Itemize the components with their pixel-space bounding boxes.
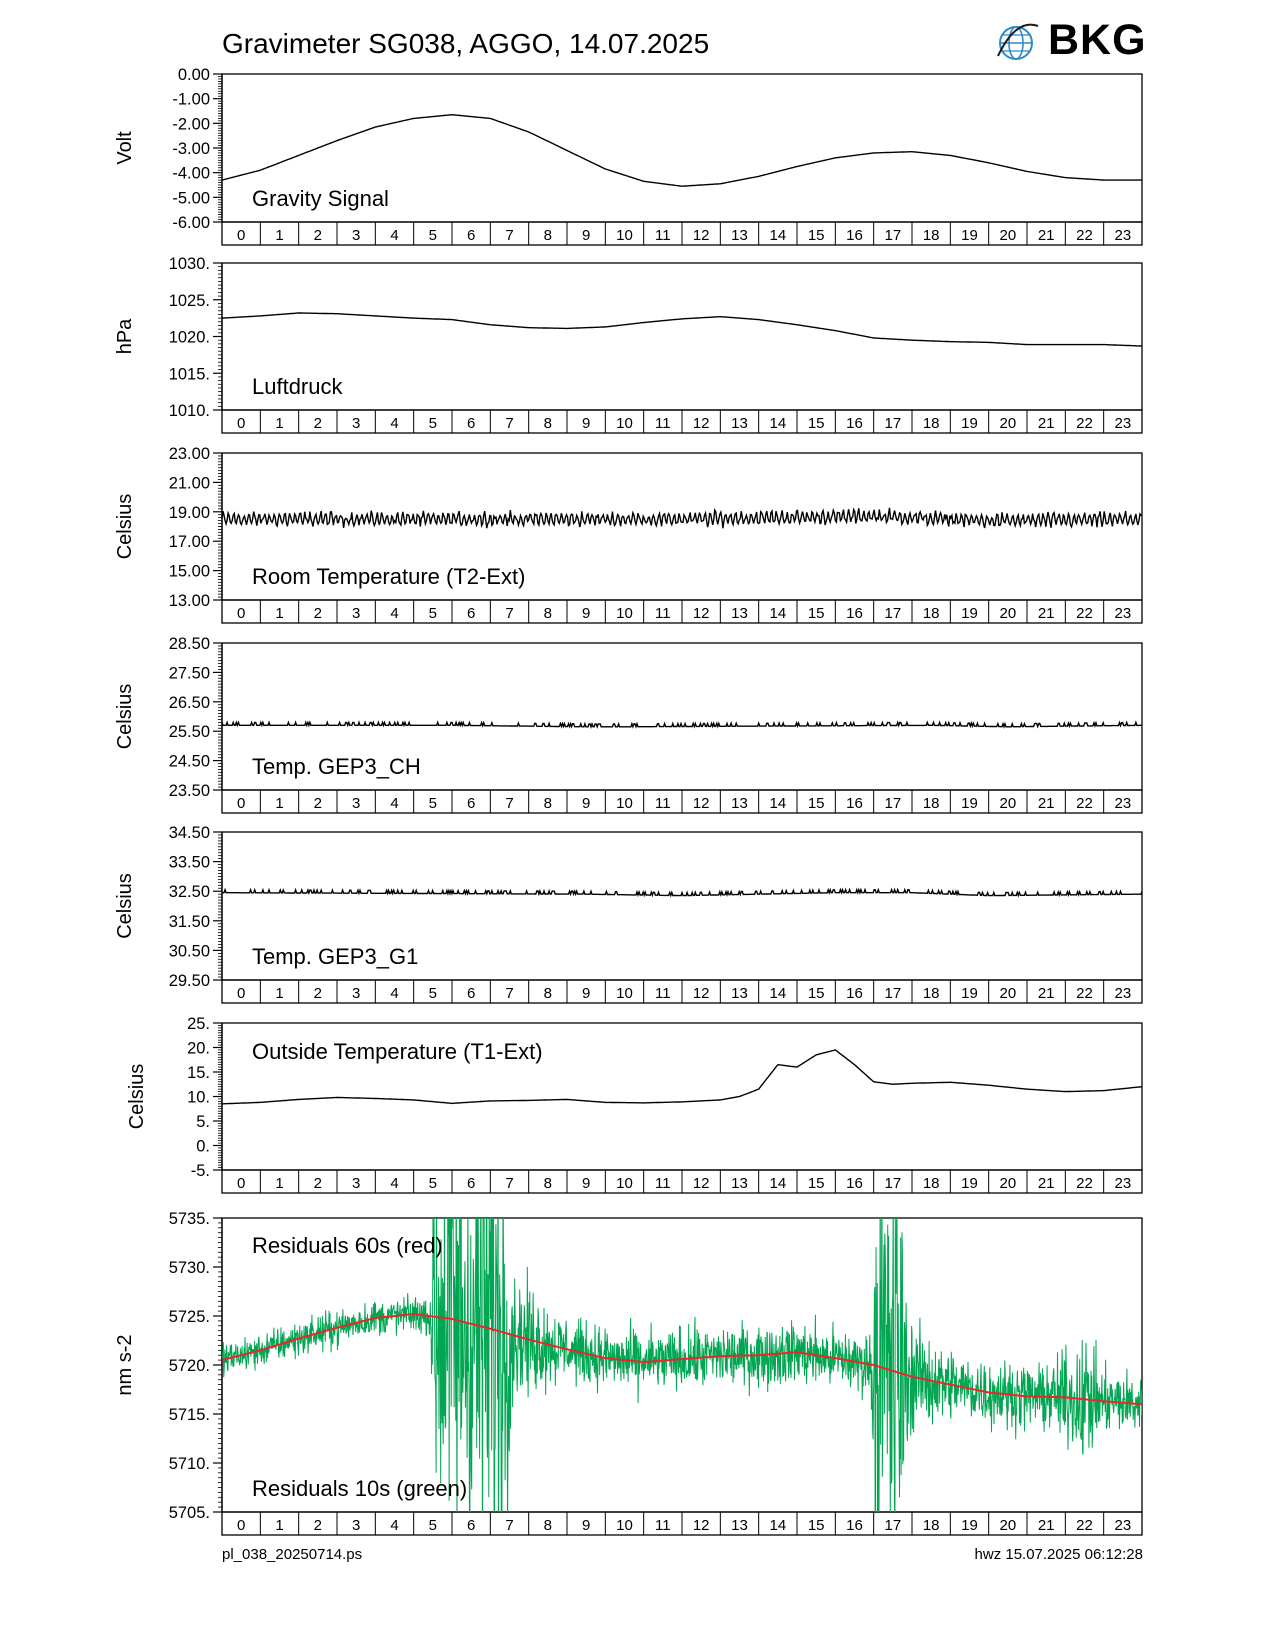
chart-panel-6 xyxy=(126,1015,1142,1193)
hour-tick-label: 19 xyxy=(961,605,978,622)
hour-tick-label: 15 xyxy=(807,227,825,244)
y-tick-label: 25.50 xyxy=(168,723,210,742)
hour-tick-label: 23 xyxy=(1114,605,1132,622)
hour-tick-label: 1 xyxy=(275,795,284,812)
y-tick-label: 30.50 xyxy=(168,942,210,961)
hour-tick-label: 5 xyxy=(428,1517,438,1534)
y-tick-label: 33.50 xyxy=(168,853,210,872)
hour-tick-label: 10 xyxy=(616,985,633,1002)
hour-tick-label: 11 xyxy=(655,795,671,812)
y-tick-label: 1020. xyxy=(168,328,210,347)
hour-tick-label: 23 xyxy=(1114,985,1132,1002)
series-group xyxy=(222,313,1142,346)
hour-tick-label: 4 xyxy=(390,985,399,1002)
series-line xyxy=(222,115,1142,187)
y-tick-label: 19.00 xyxy=(168,503,210,522)
hour-tick-label: 15 xyxy=(807,605,825,622)
hour-tick-label: 10 xyxy=(616,1517,633,1534)
hour-tick-label: 11 xyxy=(655,227,671,244)
hour-tick-label: 11 xyxy=(655,1175,671,1192)
panel-label: Outside Temperature (T1-Ext) xyxy=(252,1039,543,1064)
hour-tick-label: 4 xyxy=(390,605,399,622)
y-axis-label: Celsius xyxy=(114,683,136,750)
hour-tick-label: 21 xyxy=(1037,795,1055,812)
hour-tick-label: 5 xyxy=(428,605,438,622)
hour-tick-label: 9 xyxy=(581,1517,591,1534)
hour-tick-label: 21 xyxy=(1037,985,1055,1002)
hour-tick-label: 12 xyxy=(692,795,710,812)
hour-tick-label: 20 xyxy=(999,1517,1017,1534)
hour-tick-label: 15 xyxy=(807,985,825,1002)
series-line-residuals-10s xyxy=(222,1015,1142,1540)
hour-tick-label: 14 xyxy=(769,1175,787,1192)
y-tick-label: 1025. xyxy=(168,291,210,310)
series-group xyxy=(222,508,1142,529)
hour-tick-label: 17 xyxy=(884,985,902,1002)
y-tick-label: 1015. xyxy=(168,365,210,384)
hour-tick-label: 7 xyxy=(505,985,514,1002)
hour-tick-label: 15 xyxy=(807,795,825,812)
panel-label: Room Temperature (T2-Ext) xyxy=(252,564,526,589)
hour-tick-label: 15 xyxy=(807,1175,825,1192)
hour-tick-label: 20 xyxy=(999,795,1017,812)
hour-tick-label: 9 xyxy=(581,415,591,432)
y-tick-label: 5. xyxy=(196,1113,210,1131)
y-tick-label: 15.00 xyxy=(168,562,210,581)
hour-tick-label: 10 xyxy=(616,1175,633,1192)
hour-tick-label: 16 xyxy=(846,985,863,1002)
hour-tick-label: 4 xyxy=(390,227,399,244)
hour-tick-label: 8 xyxy=(543,605,553,622)
hour-tick-label: 14 xyxy=(769,415,787,432)
hour-tick-label: 9 xyxy=(581,795,591,812)
hour-tick-label: 6 xyxy=(466,1175,476,1192)
hour-tick-label: 4 xyxy=(390,415,399,432)
hour-tick-label: 2 xyxy=(313,227,323,244)
hour-tick-label: 16 xyxy=(846,1517,863,1534)
chart-panel-5 xyxy=(114,824,1142,1003)
hour-tick-label: 8 xyxy=(543,985,553,1002)
hour-tick-label: 23 xyxy=(1114,1175,1132,1192)
hour-tick-label: 17 xyxy=(884,605,902,622)
hour-tick-label: 22 xyxy=(1076,1517,1093,1534)
hour-tick-label: 10 xyxy=(616,605,633,622)
hour-tick-label: 14 xyxy=(769,227,787,244)
hour-tick-label: 21 xyxy=(1037,1517,1055,1534)
hour-tick-label: 19 xyxy=(961,1175,978,1192)
hour-tick-label: 16 xyxy=(846,1175,863,1192)
y-tick-label: 5735. xyxy=(168,1210,210,1228)
hour-tick-label: 14 xyxy=(769,985,787,1002)
hour-tick-label: 12 xyxy=(692,1175,710,1192)
chart-panel-4 xyxy=(114,635,1142,813)
hour-tick-label: 20 xyxy=(999,1175,1017,1192)
hour-tick-label: 19 xyxy=(961,985,978,1002)
hour-tick-label: 7 xyxy=(505,795,514,812)
hour-tick-label: 17 xyxy=(884,1175,902,1192)
hour-tick-label: 12 xyxy=(692,985,710,1002)
panel-label-secondary: Residuals 10s (green) xyxy=(252,1476,468,1501)
y-tick-label: 23.00 xyxy=(168,445,210,463)
hour-tick-label: 18 xyxy=(922,605,940,622)
hour-tick-label: 0 xyxy=(236,605,246,622)
y-tick-label: 15. xyxy=(187,1064,210,1082)
hour-tick-label: 1 xyxy=(275,227,284,244)
hour-tick-label: 7 xyxy=(505,415,514,432)
hour-tick-label: 11 xyxy=(655,605,671,622)
hour-tick-label: 10 xyxy=(616,415,633,432)
hour-tick-label: 1 xyxy=(275,1517,284,1534)
hour-tick-label: 12 xyxy=(692,415,710,432)
hour-tick-label: 16 xyxy=(846,415,863,432)
y-tick-label: 10. xyxy=(187,1088,210,1107)
hour-tick-label: 17 xyxy=(884,795,902,812)
hour-tick-label: 6 xyxy=(466,227,476,244)
hour-tick-label: 7 xyxy=(505,605,514,622)
hour-tick-label: 8 xyxy=(543,795,553,812)
hour-tick-label: 0 xyxy=(236,1517,246,1534)
hour-tick-label: 20 xyxy=(999,605,1017,622)
hour-tick-label: 19 xyxy=(961,795,978,812)
hour-tick-label: 21 xyxy=(1037,605,1055,622)
hour-tick-label: 4 xyxy=(390,1517,399,1534)
y-tick-label: 5725. xyxy=(168,1308,210,1326)
y-tick-label: 0. xyxy=(196,1137,210,1156)
y-axis-label: Celsius xyxy=(126,1063,148,1130)
series-group xyxy=(222,115,1142,187)
y-tick-label: 32.50 xyxy=(168,883,210,902)
y-tick-label: -6.00 xyxy=(172,214,210,232)
hour-tick-label: 13 xyxy=(731,415,748,432)
hour-tick-label: 10 xyxy=(616,795,633,812)
hour-tick-label: 6 xyxy=(466,1517,476,1534)
hour-tick-label: 21 xyxy=(1037,1175,1055,1192)
hour-tick-label: 6 xyxy=(466,415,476,432)
hour-tick-label: 2 xyxy=(313,985,323,1002)
hour-tick-label: 22 xyxy=(1076,795,1093,812)
hour-tick-label: 17 xyxy=(884,227,902,244)
page-title: Gravimeter SG038, AGGO, 14.07.2025 xyxy=(222,28,710,59)
y-tick-label: -4.00 xyxy=(172,164,210,183)
plot-frame xyxy=(222,263,1142,410)
hour-tick-label: 5 xyxy=(428,1175,438,1192)
hour-tick-label: 16 xyxy=(846,795,863,812)
hour-tick-label: 19 xyxy=(961,227,978,244)
series-line xyxy=(222,890,1142,896)
chart-panel-3 xyxy=(114,445,1142,623)
hour-tick-label: 11 xyxy=(655,415,671,432)
hour-tick-label: 3 xyxy=(351,1175,361,1192)
footer-filename: pl_038_20250714.ps xyxy=(222,1546,363,1563)
hour-tick-label: 3 xyxy=(351,985,361,1002)
hour-tick-label: 5 xyxy=(428,795,438,812)
hour-tick-label: 18 xyxy=(922,415,940,432)
y-tick-label: 17.00 xyxy=(168,533,210,552)
hour-tick-label: 5 xyxy=(428,415,438,432)
y-axis-label: Volt xyxy=(114,131,136,165)
hour-tick-label: 18 xyxy=(922,1517,940,1534)
hour-tick-label: 9 xyxy=(581,1175,591,1192)
chart-panel-7 xyxy=(114,1015,1142,1540)
hour-tick-label: 14 xyxy=(769,795,787,812)
hour-tick-label: 0 xyxy=(236,1175,246,1192)
hour-tick-label: 14 xyxy=(769,1517,787,1534)
hour-tick-label: 7 xyxy=(505,1517,514,1534)
hour-tick-label: 1 xyxy=(275,985,284,1002)
hour-tick-label: 3 xyxy=(351,1517,361,1534)
hour-tick-label: 21 xyxy=(1037,227,1055,244)
hour-tick-label: 2 xyxy=(313,1517,323,1534)
hour-tick-label: 5 xyxy=(428,227,438,244)
footer-timestamp: hwz 15.07.2025 06:12:28 xyxy=(974,1546,1143,1563)
hour-tick-label: 20 xyxy=(999,227,1017,244)
hour-tick-label: 2 xyxy=(313,1175,323,1192)
hour-tick-label: 12 xyxy=(692,1517,710,1534)
y-tick-label: 13.00 xyxy=(168,592,210,610)
hour-tick-label: 13 xyxy=(731,1175,748,1192)
series-line xyxy=(222,508,1142,529)
y-tick-label: 1030. xyxy=(168,255,210,273)
hour-tick-label: 7 xyxy=(505,227,514,244)
hour-tick-label: 18 xyxy=(922,227,940,244)
panel-label: Temp. GEP3_G1 xyxy=(252,944,419,969)
series-group xyxy=(222,722,1142,726)
hour-tick-label: 0 xyxy=(236,795,246,812)
hour-tick-label: 8 xyxy=(543,1517,553,1534)
hour-tick-label: 17 xyxy=(884,415,902,432)
y-tick-label: -5.00 xyxy=(172,189,210,208)
hour-tick-label: 15 xyxy=(807,415,825,432)
hour-tick-label: 8 xyxy=(543,227,553,244)
hour-tick-label: 6 xyxy=(466,795,476,812)
hour-tick-label: 8 xyxy=(543,415,553,432)
hour-tick-label: 21 xyxy=(1037,415,1055,432)
hour-tick-label: 2 xyxy=(313,605,323,622)
y-tick-label: 31.50 xyxy=(168,912,210,931)
hour-tick-label: 3 xyxy=(351,605,361,622)
hour-tick-label: 20 xyxy=(999,415,1017,432)
y-tick-label: 27.50 xyxy=(168,664,210,683)
hour-tick-label: 13 xyxy=(731,605,748,622)
y-tick-label: 34.50 xyxy=(168,824,210,842)
hour-tick-label: 12 xyxy=(692,605,710,622)
y-tick-label: 21.00 xyxy=(168,474,210,493)
hour-tick-label: 18 xyxy=(922,1175,940,1192)
hour-tick-label: 9 xyxy=(581,605,591,622)
hour-tick-label: 20 xyxy=(999,985,1017,1002)
y-tick-label: 20. xyxy=(187,1039,210,1058)
hour-tick-label: 19 xyxy=(961,415,978,432)
hour-tick-label: 22 xyxy=(1076,1175,1093,1192)
hour-tick-label: 13 xyxy=(731,1517,748,1534)
y-tick-label: 5730. xyxy=(168,1259,210,1277)
panel-label: Luftdruck xyxy=(252,374,343,399)
hour-tick-label: 17 xyxy=(884,1517,902,1534)
hour-tick-label: 4 xyxy=(390,795,399,812)
hour-tick-label: 22 xyxy=(1076,985,1093,1002)
hour-tick-label: 1 xyxy=(275,1175,284,1192)
hour-tick-label: 23 xyxy=(1114,795,1132,812)
hour-tick-label: 9 xyxy=(581,227,591,244)
hour-tick-label: 6 xyxy=(466,605,476,622)
hour-tick-label: 18 xyxy=(922,795,940,812)
hour-tick-label: 14 xyxy=(769,605,787,622)
hour-tick-label: 23 xyxy=(1114,415,1132,432)
y-tick-label: 5720. xyxy=(168,1357,210,1375)
y-axis-label: Celsius xyxy=(114,493,136,560)
chart-panel-1 xyxy=(114,66,1142,245)
logo-text: BKG xyxy=(1048,16,1147,64)
hour-tick-label: 10 xyxy=(616,227,633,244)
hour-tick-label: 1 xyxy=(275,605,284,622)
hour-tick-label: 18 xyxy=(922,985,940,1002)
y-axis-label: hPa xyxy=(114,318,136,355)
hour-tick-label: 19 xyxy=(961,1517,978,1534)
hour-tick-label: 23 xyxy=(1114,1517,1132,1534)
y-tick-label: 23.50 xyxy=(168,782,210,800)
hour-tick-label: 22 xyxy=(1076,415,1093,432)
y-tick-label: -3.00 xyxy=(172,140,210,158)
hour-tick-label: 16 xyxy=(846,605,863,622)
panel-label: Gravity Signal xyxy=(252,186,389,211)
hour-tick-label: 2 xyxy=(313,415,323,432)
hour-tick-label: 15 xyxy=(807,1517,825,1534)
hour-tick-label: 0 xyxy=(236,227,246,244)
y-tick-label: 0.00 xyxy=(177,66,210,84)
hour-tick-label: 7 xyxy=(505,1175,514,1192)
hour-tick-label: 13 xyxy=(731,795,748,812)
y-axis-label: Celsius xyxy=(114,873,136,939)
hour-tick-label: 3 xyxy=(351,415,361,432)
hour-tick-label: 0 xyxy=(236,415,246,432)
hour-tick-label: 23 xyxy=(1114,227,1132,244)
series-group xyxy=(222,890,1142,896)
hour-tick-label: 2 xyxy=(313,795,323,812)
series-line xyxy=(222,313,1142,346)
hour-tick-label: 3 xyxy=(351,795,361,812)
y-tick-label: 29.50 xyxy=(168,972,210,990)
hour-tick-label: 9 xyxy=(581,985,591,1002)
series-group xyxy=(222,1015,1142,1540)
hour-tick-label: 6 xyxy=(466,985,476,1002)
y-tick-label: -1.00 xyxy=(172,90,210,109)
y-axis-label: nm s-2 xyxy=(114,1334,136,1396)
hour-tick-label: 5 xyxy=(428,985,438,1002)
hour-tick-label: 13 xyxy=(731,227,748,244)
y-tick-label: 5710. xyxy=(168,1455,210,1473)
hour-tick-label: 11 xyxy=(655,985,671,1002)
hour-tick-label: 22 xyxy=(1076,605,1093,622)
hour-tick-label: 4 xyxy=(390,1175,399,1192)
y-tick-label: 5705. xyxy=(168,1504,210,1522)
hour-tick-label: 8 xyxy=(543,1175,553,1192)
hour-tick-label: 13 xyxy=(731,985,748,1002)
y-tick-label: 24.50 xyxy=(168,752,210,771)
panel-label: Residuals 60s (red) xyxy=(252,1233,443,1258)
hour-tick-label: 3 xyxy=(351,227,361,244)
panel-label: Temp. GEP3_CH xyxy=(252,754,421,779)
y-tick-label: 28.50 xyxy=(168,635,210,653)
y-tick-label: -5. xyxy=(190,1162,210,1180)
hour-tick-label: 1 xyxy=(275,415,284,432)
series-line xyxy=(222,722,1142,726)
chart-panel-2 xyxy=(114,255,1142,433)
y-tick-label: 25. xyxy=(187,1015,210,1033)
hour-tick-label: 16 xyxy=(846,227,863,244)
y-tick-label: 26.50 xyxy=(168,693,210,712)
hour-tick-label: 22 xyxy=(1076,227,1093,244)
hour-tick-label: 0 xyxy=(236,985,246,1002)
y-tick-label: 5715. xyxy=(168,1406,210,1424)
hour-tick-label: 11 xyxy=(655,1517,671,1534)
y-tick-label: -2.00 xyxy=(172,115,210,134)
y-tick-label: 1010. xyxy=(168,402,210,420)
hour-tick-label: 12 xyxy=(692,227,710,244)
